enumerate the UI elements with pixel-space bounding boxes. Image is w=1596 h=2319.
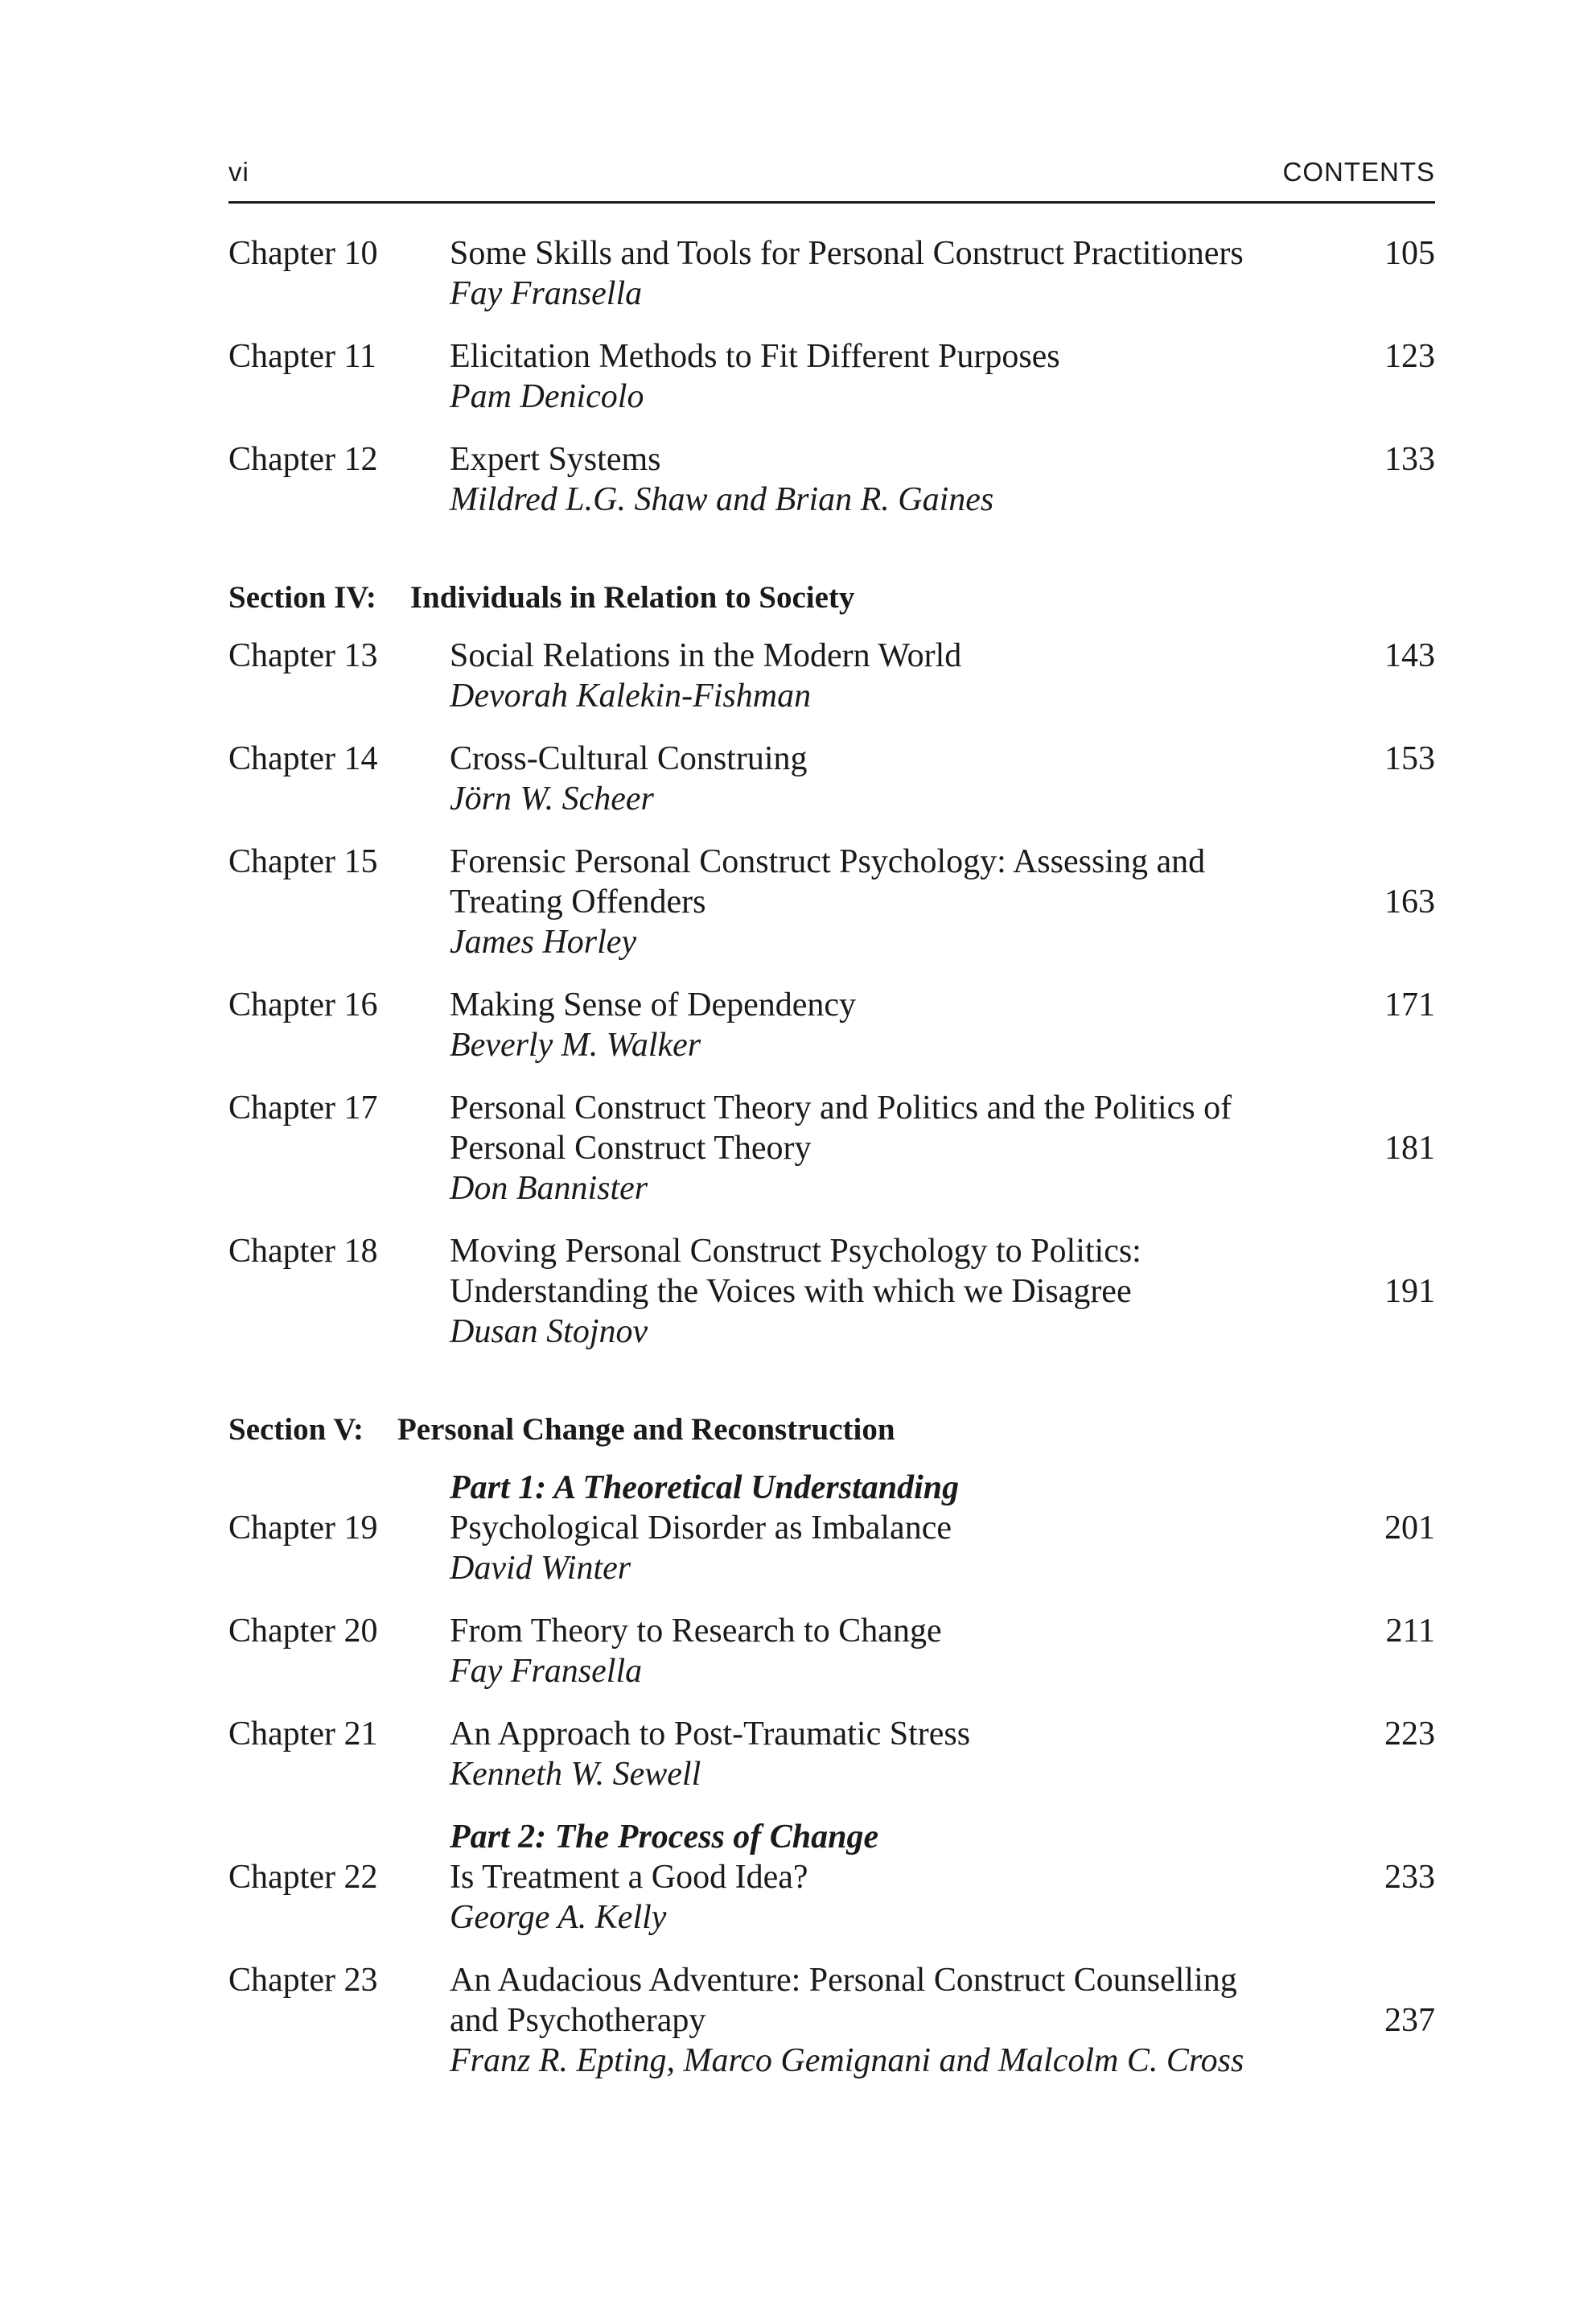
chapter-title-line: Expert Systems bbox=[450, 441, 661, 478]
page-number: 105 bbox=[1384, 235, 1435, 272]
chapter-author: Fay Fransella bbox=[450, 1653, 643, 1690]
entry-body bbox=[450, 439, 1347, 520]
chapter-title-line: Personal Construct Theory and Politics and the Politics of bbox=[450, 1089, 1232, 1127]
toc-entry bbox=[228, 1817, 1435, 1938]
chapter-title-line: From Theory to Research to Change bbox=[450, 1613, 942, 1650]
chapter-title-line: Social Relations in the Modern World bbox=[450, 637, 962, 674]
chapter-title-line: Moving Personal Construct Psychology to Politics: bbox=[450, 1233, 1141, 1270]
section-heading bbox=[228, 1410, 1435, 1450]
chapter-label: Chapter 10 bbox=[228, 235, 378, 272]
header-rule bbox=[228, 201, 1435, 204]
toc-entry bbox=[228, 1231, 1435, 1352]
page-number: 171 bbox=[1384, 987, 1435, 1024]
chapter-title-line: and Psychotherapy bbox=[450, 2002, 706, 2039]
chapter-title-line: Some Skills and Tools for Personal Construct Practitioners bbox=[450, 235, 1244, 272]
entry-body bbox=[450, 1817, 1347, 1938]
entry-body bbox=[450, 233, 1347, 314]
chapter-author: Franz R. Epting, Marco Gemignani and Malcolm C. Cross bbox=[450, 2042, 1244, 2079]
chapter-label: Chapter 21 bbox=[228, 1716, 378, 1753]
chapter-author: George A. Kelly bbox=[450, 1899, 667, 1936]
entry-body bbox=[450, 1960, 1347, 2081]
running-head bbox=[228, 157, 1435, 196]
chapter-author: Mildred L.G. Shaw and Brian R. Gaines bbox=[450, 481, 994, 518]
page-number: 181 bbox=[1384, 1130, 1435, 1167]
chapter-label: Chapter 12 bbox=[228, 441, 378, 478]
part-heading: Part 2: The Process of Change bbox=[450, 1819, 879, 1856]
chapter-label: Chapter 18 bbox=[228, 1233, 378, 1270]
chapter-author: Don Bannister bbox=[450, 1170, 648, 1207]
entry-body bbox=[450, 636, 1347, 716]
entry-body bbox=[450, 1088, 1347, 1209]
section-title: Personal Change and Reconstruction bbox=[397, 1412, 895, 1447]
toc-entry bbox=[228, 336, 1435, 417]
chapter-title-line: An Approach to Post-Traumatic Stress bbox=[450, 1716, 971, 1753]
section-label: Section IV: bbox=[228, 580, 376, 615]
page-number: 163 bbox=[1384, 884, 1435, 921]
chapter-label: Chapter 23 bbox=[228, 1962, 378, 1999]
chapter-label: Chapter 11 bbox=[228, 338, 376, 375]
toc-entry bbox=[228, 1611, 1435, 1691]
chapter-label: Chapter 13 bbox=[228, 637, 378, 674]
page-folio: vi bbox=[228, 157, 249, 187]
chapter-author: Beverly M. Walker bbox=[450, 1027, 701, 1064]
chapter-author: Devorah Kalekin-Fishman bbox=[450, 678, 812, 715]
chapter-author: Jörn W. Scheer bbox=[450, 781, 654, 818]
toc-entry bbox=[228, 439, 1435, 520]
entry-body bbox=[450, 739, 1347, 819]
toc-entry bbox=[228, 636, 1435, 716]
page-number: 123 bbox=[1384, 338, 1435, 375]
page-number: 201 bbox=[1384, 1510, 1435, 1547]
running-title: CONTENTS bbox=[1282, 157, 1435, 187]
chapter-author: Fay Fransella bbox=[450, 275, 643, 312]
page-number: 211 bbox=[1385, 1613, 1435, 1650]
section-label: Section V: bbox=[228, 1412, 364, 1447]
table-of-contents bbox=[228, 233, 1435, 2103]
chapter-label: Chapter 17 bbox=[228, 1089, 378, 1127]
entry-body bbox=[450, 1468, 1347, 1588]
chapter-label: Chapter 14 bbox=[228, 740, 378, 777]
toc-entry bbox=[228, 233, 1435, 314]
chapter-label: Chapter 19 bbox=[228, 1510, 378, 1547]
chapter-title-line: Understanding the Voices with which we Disagree bbox=[450, 1273, 1132, 1310]
toc-entry bbox=[228, 1960, 1435, 2081]
chapter-author: James Horley bbox=[450, 924, 637, 961]
page-number: 143 bbox=[1384, 637, 1435, 674]
entry-body bbox=[450, 842, 1347, 962]
entry-body bbox=[450, 1714, 1347, 1794]
toc-entry bbox=[228, 842, 1435, 962]
chapter-title-line: Personal Construct Theory bbox=[450, 1130, 812, 1167]
part-heading: Part 1: A Theoretical Understanding bbox=[450, 1469, 960, 1506]
page-number: 191 bbox=[1384, 1273, 1435, 1310]
entry-body bbox=[450, 985, 1347, 1065]
chapter-author: Dusan Stojnov bbox=[450, 1313, 648, 1350]
page-number: 223 bbox=[1384, 1716, 1435, 1753]
chapter-label: Chapter 22 bbox=[228, 1859, 378, 1896]
toc-entry bbox=[228, 1468, 1435, 1588]
chapter-title-line: Making Sense of Dependency bbox=[450, 987, 857, 1024]
chapter-title-line: Forensic Personal Construct Psychology: Assessing and bbox=[450, 843, 1206, 880]
page-number: 237 bbox=[1384, 2002, 1435, 2039]
entry-body bbox=[450, 1231, 1347, 1352]
chapter-title-line: Psychological Disorder as Imbalance bbox=[450, 1510, 952, 1547]
section-title: Individuals in Relation to Society bbox=[409, 580, 855, 615]
chapter-author: Kenneth W. Sewell bbox=[450, 1756, 701, 1793]
chapter-title-line: Elicitation Methods to Fit Different Purposes bbox=[450, 338, 1060, 375]
toc-entry bbox=[228, 1714, 1435, 1794]
page-number: 233 bbox=[1384, 1859, 1435, 1896]
chapter-title-line: Cross-Cultural Construing bbox=[450, 740, 808, 777]
page-number: 153 bbox=[1384, 740, 1435, 777]
entry-body bbox=[450, 336, 1347, 417]
page-number: 133 bbox=[1384, 441, 1435, 478]
chapter-label: Chapter 20 bbox=[228, 1613, 378, 1650]
entry-body bbox=[450, 1611, 1347, 1691]
chapter-label: Chapter 15 bbox=[228, 843, 378, 880]
chapter-label: Chapter 16 bbox=[228, 987, 378, 1024]
chapter-title-line: Treating Offenders bbox=[450, 884, 706, 921]
chapter-author: Pam Denicolo bbox=[450, 378, 644, 415]
chapter-title-line: Is Treatment a Good Idea? bbox=[450, 1859, 808, 1896]
chapter-title-line: An Audacious Adventure: Personal Construct Counselling bbox=[450, 1962, 1237, 1999]
toc-entry bbox=[228, 985, 1435, 1065]
section-heading bbox=[228, 578, 1435, 618]
chapter-author: David Winter bbox=[450, 1550, 631, 1587]
toc-entry bbox=[228, 1088, 1435, 1209]
toc-entry bbox=[228, 739, 1435, 819]
